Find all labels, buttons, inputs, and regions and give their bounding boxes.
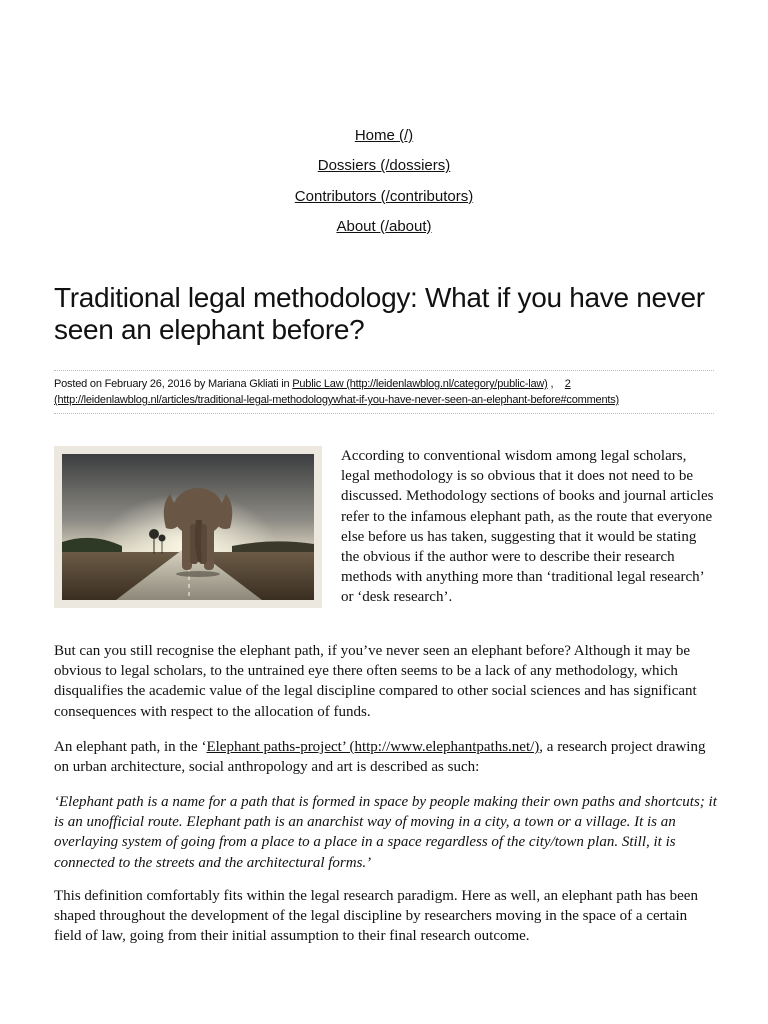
nav-home-link[interactable]: Home (/) — [354, 127, 414, 144]
paragraph-3-suffix: , a research project drawing on urban architecture, social anthropology and art is described as such: — [54, 739, 706, 776]
definition-quote: ‘Elephant path is a name for a path that is formed in space by people making their own paths and shortcuts; it is an unofficial route. Elephant path is an anarchist way of moving in a city, a town or a village. It is an overlaying system of going from a place to a place in a space regardless of the city/town plan. Still, it is connected to the streets and the architectural forms.’ — [54, 794, 717, 871]
paragraph-5: This definition comfortably fits within the legal research paradigm. Here as well, an elephant path has been shaped throughout the development of the legal discipline by researchers moving in the space of a certain field of law, going from their initial assumption to their final research outcome. — [54, 888, 698, 945]
article-meta — [54, 370, 714, 414]
elephant-on-road-photo-icon — [62, 454, 314, 600]
posted-info: Posted on February 26, 2016 by Mariana Gkliati in — [54, 378, 293, 390]
meta-separator: , — [547, 378, 554, 390]
intro-paragraph: According to conventional wisdom among legal scholars, legal methodology is so obvious that it does not need to be discussed. Methodology sections of books and journal articles refer to the infamous elephant path, as the route that everyone else before us has taken, suggesting that it would be stating the obvious if the author were to describe their research methods with anything more than ‘traditional legal research’ or ‘desk research’. — [341, 448, 714, 606]
paragraph-3-prefix: An elephant path, in the ‘ — [54, 739, 207, 755]
nav-contributors-link[interactable]: Contributors (/contributors) — [294, 187, 474, 205]
nav-about-link[interactable]: About (/about) — [336, 217, 432, 235]
comments-link[interactable]: 2 (http://leidenlawblog.nl/articles/traditional-legal-methodologywhat-if-you-have-never-seen-an-elephant-before#comments) — [54, 378, 620, 406]
category-link[interactable]: Public Law (http://leidenlawblog.nl/category/public-law) — [292, 378, 548, 390]
elephant-paths-link[interactable]: Elephant paths-project’ (http://www.elephantpaths.net/) — [206, 739, 540, 755]
main-navigation — [0, 121, 768, 242]
article-title: Traditional legal methodology: What if you have never seen an elephant before? — [54, 282, 705, 345]
nav-dossiers-link[interactable]: Dossiers (/dossiers) — [317, 157, 451, 175]
article-image-frame — [54, 446, 322, 608]
paragraph-2: But can you still recognise the elephant path, if you’ve never seen an elephant before? Although it may be obvious to legal scholars, to the untrained eye there often seems to be a lack of any methodology, which disqualifies the academic value of the legal discipline compared to other social sciences and has significant consequences with respect to the allocation of funds. — [54, 643, 697, 720]
paragraph-3 — [54, 737, 718, 777]
